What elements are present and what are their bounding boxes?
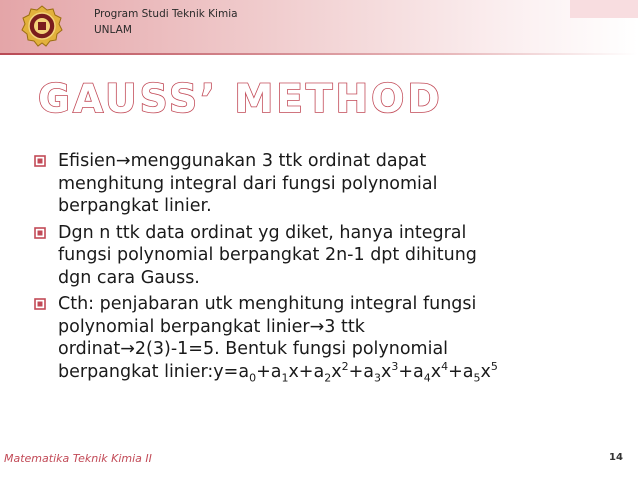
- subscript: 0: [249, 371, 257, 384]
- institution-name: Program Studi Teknik Kimia: [94, 8, 238, 20]
- header-divider: [0, 53, 638, 55]
- formula-term: x+a: [288, 361, 325, 382]
- subscript: 3: [373, 371, 381, 384]
- bullet-item: [34, 150, 534, 218]
- formula-term: +a: [398, 361, 424, 382]
- bullet-line: dgn cara Gauss.: [58, 267, 200, 288]
- formula-term: +a: [348, 361, 374, 382]
- formula-term: +a: [256, 361, 282, 382]
- bullet-line: Efisien→menggunakan 3 ttk ordinat dapat: [58, 151, 427, 171]
- subscript: 5: [473, 371, 481, 384]
- institution-abbrev: UNLAM: [94, 24, 132, 36]
- formula-term: +a: [448, 361, 474, 382]
- superscript: 5: [490, 359, 498, 373]
- formula-term: x: [480, 361, 491, 382]
- header-corner-block: [570, 0, 638, 18]
- bullet-item: [34, 222, 534, 290]
- checkbox-square-icon: [34, 227, 46, 239]
- subscript: 2: [324, 371, 332, 384]
- bullet-item: [34, 293, 534, 383]
- formula-line: [58, 359, 498, 384]
- slide-title-text: GAUSS’ METHOD: [38, 77, 443, 120]
- bullet-line: polynomial berpangkat linier→3 ttk: [58, 316, 365, 337]
- formula-term: x: [380, 361, 392, 382]
- bullet-line: fungsi polynomial berpangkat 2n-1 dpt dihitung: [58, 245, 477, 265]
- superscript: 3: [391, 359, 399, 373]
- bullet-line: ordinat→2(3)-1=5. Bentuk fungsi polynomial: [58, 339, 449, 359]
- subscript: 1: [281, 371, 289, 384]
- checkbox-square-icon: [34, 155, 46, 167]
- formula-prefix: berpangkat linier:y=a: [58, 361, 250, 382]
- formula-term: x: [331, 361, 342, 382]
- slide-title: [36, 72, 456, 120]
- footer-course-title: Matematika Teknik Kimia II: [4, 452, 152, 465]
- page-number: 14: [609, 452, 623, 463]
- superscript: 4: [441, 359, 449, 373]
- university-seal-icon: [20, 4, 64, 48]
- formula-term: x: [430, 361, 442, 382]
- bullet-list: [34, 150, 534, 387]
- checkbox-square-icon: [34, 298, 46, 310]
- subscript: 4: [423, 371, 431, 384]
- bullet-line: Cth: penjabaran utk menghitung integral fungsi: [58, 294, 477, 314]
- bullet-line: menghitung integral dari fungsi polynomial: [58, 173, 438, 194]
- bullet-line: Dgn n ttk data ordinat yg diket, hanya integral: [58, 222, 467, 243]
- bullet-line: berpangkat linier.: [58, 196, 212, 216]
- superscript: 2: [341, 359, 349, 373]
